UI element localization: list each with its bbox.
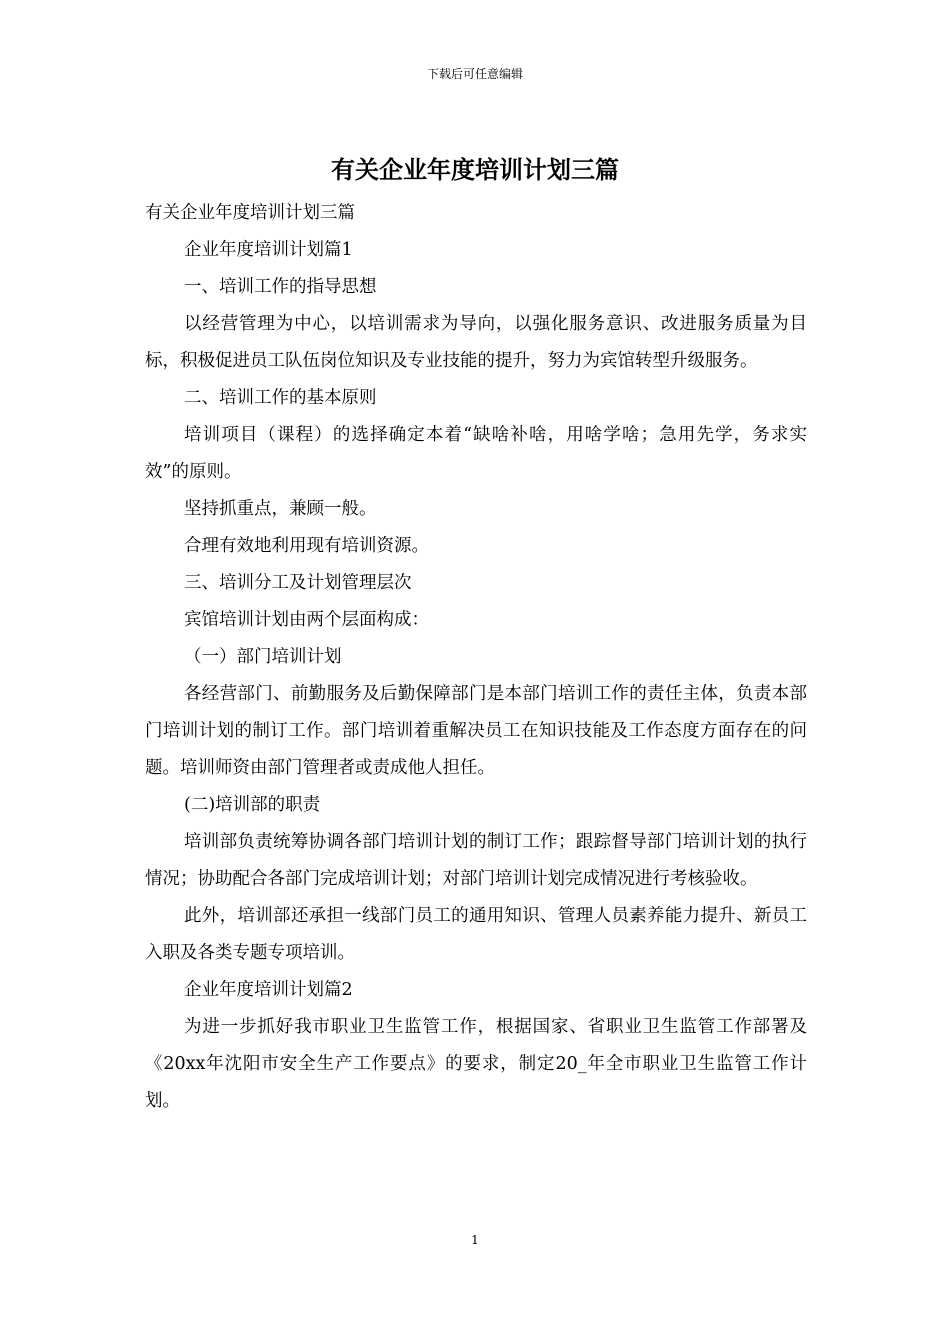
- paragraph: 宾馆培训计划由两个层面构成：: [184, 610, 429, 630]
- paragraph: 培训项目（课程）的选择确定本着“缺啥补啥，用啥学啥；急用先学，务求实效”的原则。: [145, 425, 807, 482]
- paragraph: 此外，培训部还承担一线部门员工的通用知识、管理人员素养能力提升、新员工入职及各类专题专项培训。: [145, 906, 807, 963]
- paragraph-section-heading: 企业年度培训计划篇1: [184, 240, 353, 260]
- document-title: 有关企业年度培训计划三篇: [331, 155, 619, 184]
- paragraph-section-heading: 企业年度培训计划篇2: [184, 980, 353, 1000]
- paragraph-subtitle: 有关企业年度培训计划三篇: [145, 203, 355, 223]
- paragraph-heading: 二、培训工作的基本原则: [184, 388, 377, 408]
- paragraph: 为进一步抓好我市职业卫生监管工作，根据国家、省职业卫生监管工作部署及《20xx年沈阳市安全生产工作要点》的要求，制定20_年全市职业卫生监管工作计划。: [145, 1017, 807, 1111]
- paragraph: 培训部负责统筹协调各部门培训计划的制订工作；跟踪督导部门培训计划的执行情况；协助配合各部门完成培训计划；对部门培训计划完成情况进行考核验收。: [145, 832, 807, 889]
- paragraph: 合理有效地利用现有培训资源。: [184, 536, 429, 556]
- paragraph-subheading: （一）部门培训计划: [184, 647, 342, 667]
- document-body: [145, 195, 807, 1120]
- paragraph: 以经营管理为中心，以培训需求为导向，以强化服务意识、改进服务质量为目标，积极促进员工队伍岗位知识及专业技能的提升，努力为宾馆转型升级服务。: [145, 314, 807, 371]
- paragraph-subheading: (二)培训部的职责: [184, 795, 321, 815]
- page-header: 下载后可任意编辑: [426, 67, 523, 81]
- paragraph: 各经营部门、前勤服务及后勤保障部门是本部门培训工作的责任主体，负责本部门培训计划的制订工作。部门培训着重解决员工在知识技能及工作态度方面存在的问题。培训师资由部门管理者或责成他人担任。: [145, 684, 807, 778]
- paragraph-heading: 三、培训分工及计划管理层次: [184, 573, 412, 593]
- page-number: 1: [471, 1233, 479, 1247]
- paragraph-heading: 一、培训工作的指导思想: [184, 277, 377, 297]
- paragraph: 坚持抓重点，兼顾一般。: [184, 499, 377, 519]
